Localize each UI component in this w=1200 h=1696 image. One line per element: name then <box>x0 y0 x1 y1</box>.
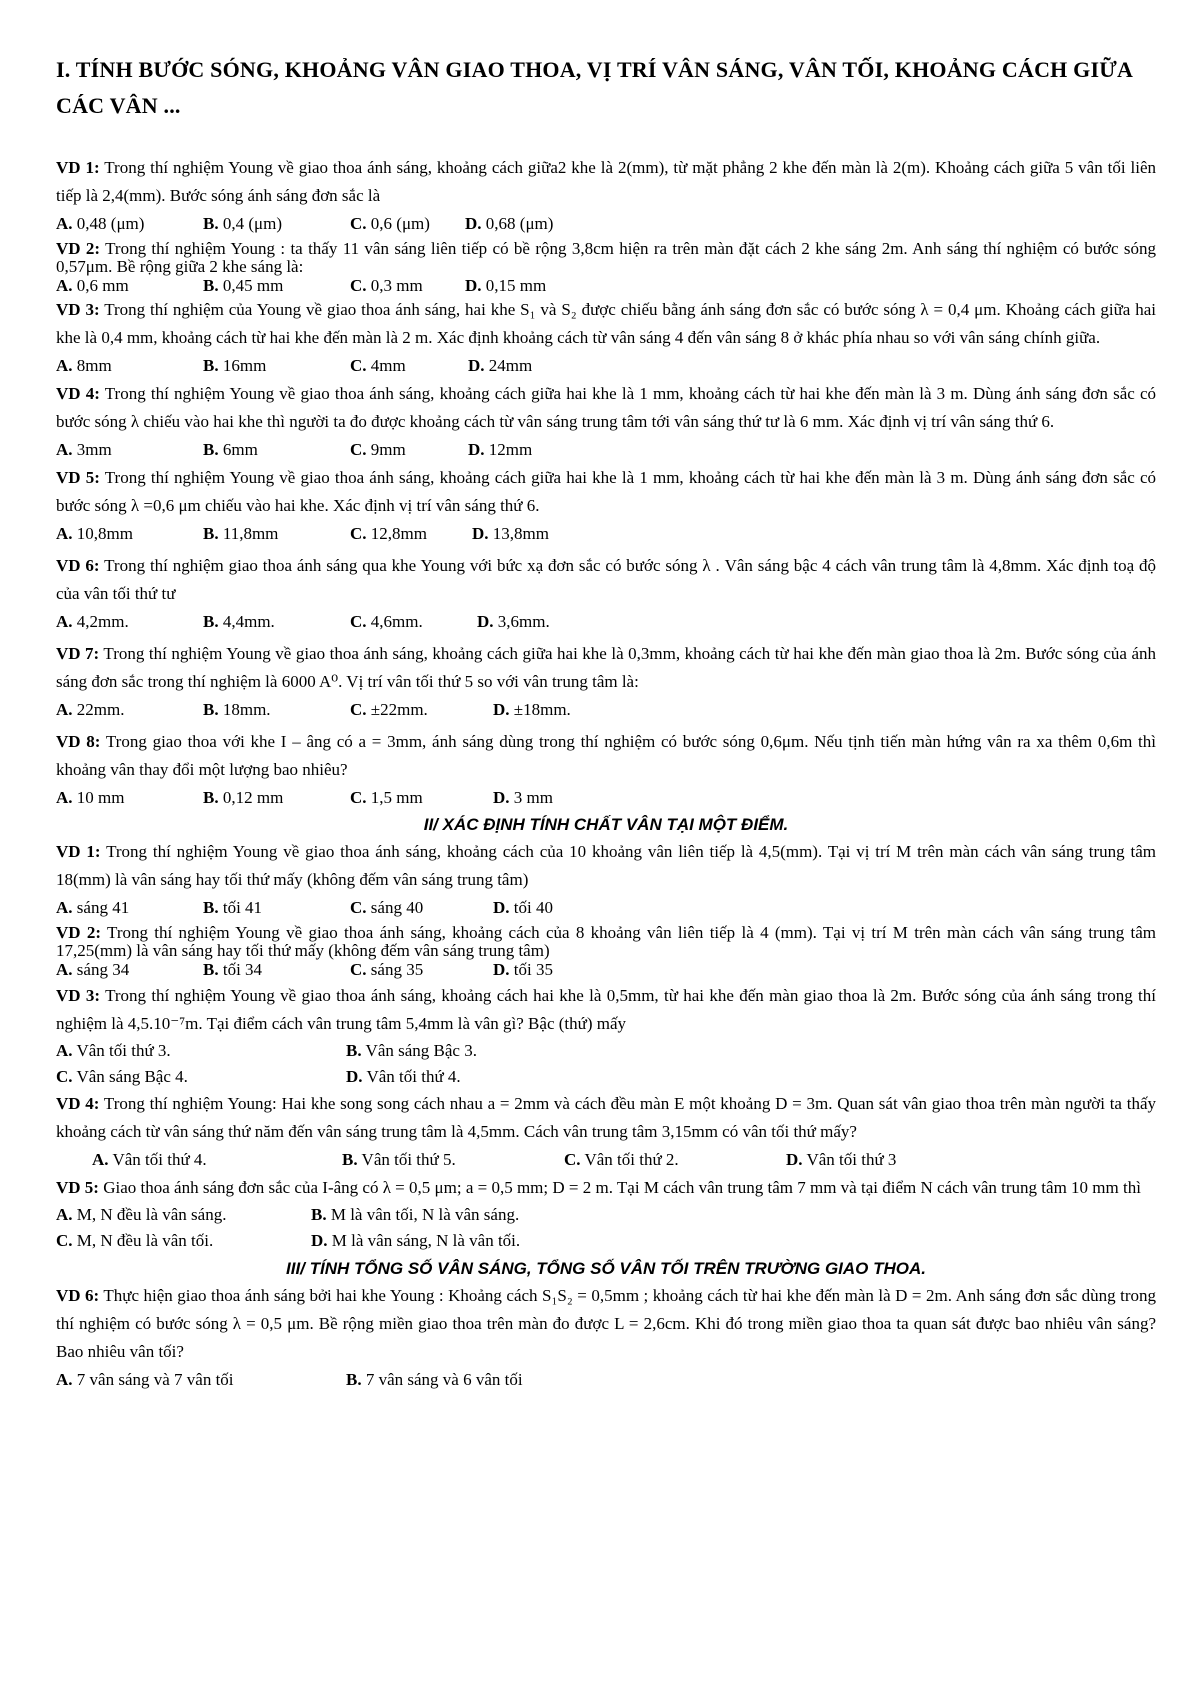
option-b: B. M là vân tối, N là vân sáng. <box>311 1205 520 1224</box>
question-2-1 <box>56 838 1156 894</box>
document-page <box>56 52 1156 1394</box>
question-label: VD 3: <box>56 300 100 319</box>
option-b: B. 4,4mm. <box>203 612 275 631</box>
options-2-3-row1 <box>56 1038 1156 1064</box>
option-d: D. 3 mm <box>493 788 553 807</box>
question-text: Trong thí nghiệm Young về giao thoa ánh sáng, khoảng cách của 8 khoảng vân liên tiếp là 4 (mm). Tại vị trí M trên màn cách vân sáng trung tâm 17,25(mm) là vân sáng hay tối thứ mấy (không đếm vân sáng trung tâm) <box>56 923 1157 960</box>
option-d: D. 13,8mm <box>472 524 549 543</box>
options-2-5-row1 <box>56 1202 1156 1228</box>
question-text: Trong giao thoa với khe I – âng có a = 3mm, ánh sáng dùng trong thí nghiệm có bước sóng 0,6μm. Nếu tịnh tiến màn hứng vân ra xa thêm 0,6m thì khoảng vân thay đổi một lượng bao nhiêu? <box>56 732 1156 779</box>
option-c: C. 0,6 (μm) <box>350 214 430 233</box>
question-label: VD 1: <box>56 158 100 177</box>
question-1-5 <box>56 464 1156 520</box>
question-text: Thực hiện giao thoa ánh sáng bởi hai khe Young : Khoảng cách S₁S₂ = 0,5mm ; khoảng cách từ hai khe đến màn là D = 2m. Anh sáng đơn sắc dùng trong thí nghiệm có bước sóng λ = 0,5 μm. Bề rộng miền giao thoa trên màn đo được L = 2,6cm. Khi đó trong miền giao thoa ta quan sát được bao nhiêu vân sáng? Bao nhiêu vân tối? <box>56 1286 1156 1361</box>
option-b: B. 18mm. <box>203 700 271 719</box>
option-c: C. Vân sáng Bậc 4. <box>56 1067 188 1086</box>
question-2-5 <box>56 1174 1156 1202</box>
question-1-1 <box>56 154 1156 210</box>
question-label: VD 7: <box>56 644 100 663</box>
option-c: C. 9mm <box>350 440 406 459</box>
option-a: A. sáng 34 <box>56 960 130 979</box>
options-2-3-row2 <box>56 1064 1156 1090</box>
options-1-8 <box>56 784 1156 812</box>
options-3-6 <box>56 1366 1156 1394</box>
question-label: VD 6: <box>56 556 100 575</box>
options-1-2 <box>56 276 1156 296</box>
option-d: D. 24mm <box>468 356 533 375</box>
question-2-4 <box>56 1090 1156 1146</box>
question-text: Trong thí nghiệm Young : ta thấy 11 vân sáng liên tiếp có bề rộng 3,8cm hiện ra trên màn đặt cách 2 khe sáng 2m. Anh sáng thí nghiệm có bước sóng 0,57μm. Bề rộng giữa 2 khe sáng là: <box>56 239 1157 276</box>
options-1-5 <box>56 520 1156 548</box>
option-a: A. 22mm. <box>56 700 125 719</box>
options-1-3 <box>56 352 1156 380</box>
options-1-7 <box>56 696 1156 724</box>
question-text: Trong thí nghiệm Young: Hai khe song song cách nhau a = 2mm và cách đều màn E một khoảng D = 3m. Quan sát vân giao thoa trên màn người ta thấy khoảng cách từ vân sáng thứ năm đến vân sáng trung tâm là 4,5mm. Cách vân trung tâm 3,15mm có vân tối thứ mấy? <box>56 1094 1156 1141</box>
option-c: C. sáng 40 <box>350 898 424 917</box>
option-a: A. 0,6 mm <box>56 276 129 295</box>
option-c: C. M, N đều là vân tối. <box>56 1231 214 1250</box>
section-3-title: III/ TÍNH TỔNG SỐ VÂN SÁNG, TỔNG SỐ VÂN TỐI TRÊN TRƯỜNG GIAO THOA. <box>286 1259 926 1278</box>
option-b: B. tối 41 <box>203 898 263 917</box>
option-b: B. 6mm <box>203 440 258 459</box>
option-c: C. ±22mm. <box>350 700 428 719</box>
question-1-7 <box>56 640 1156 696</box>
option-c: C. sáng 35 <box>350 960 424 979</box>
option-a: A. 8mm <box>56 356 112 375</box>
section-2-title: II/ XÁC ĐỊNH TÍNH CHẤT VÂN TẠI MỘT ĐIỂM. <box>423 815 789 834</box>
option-a: A. Vân tối thứ 4. <box>92 1150 207 1169</box>
option-a: A. 0,48 (μm) <box>56 214 145 233</box>
option-a: A. sáng 41 <box>56 898 130 917</box>
option-c: C. 4mm <box>350 356 406 375</box>
options-2-4 <box>56 1146 1156 1174</box>
question-text: Trong thí nghiệm Young về giao thoa ánh sáng, khoảng cách của 10 khoảng vân liên tiếp là 4,5(mm). Tại vị trí M trên màn cách vân sáng trung tâm 18(mm) là vân sáng hay tối thứ mấy (không đếm vân sáng trung tâm) <box>56 842 1156 889</box>
question-1-2 <box>56 240 1156 276</box>
question-label: VD 2: <box>56 923 102 942</box>
section-1-title: I. TÍNH BƯỚC SÓNG, KHOẢNG VÂN GIAO THOA, VỊ TRÍ VÂN SÁNG, VÂN TỐI, KHOẢNG CÁCH GIỮA CÁC VÂN ... <box>56 57 1132 118</box>
question-3-6 <box>56 1282 1156 1366</box>
option-b: B. 0,12 mm <box>203 788 284 807</box>
option-d: D. ±18mm. <box>493 700 571 719</box>
option-b: B. 16mm <box>203 356 267 375</box>
option-a: A. 10 mm <box>56 788 125 807</box>
option-a: A. M, N đều là vân sáng. <box>56 1205 227 1224</box>
question-text: Trong thí nghiệm Young về giao thoa ánh sáng, khoảng cách giữa2 khe là 2(mm), từ mặt phẳng 2 khe đến màn là 2(m). Khoảng cách giữa 5 vân tối liên tiếp là 2,4(mm). Bước sóng ánh sáng đơn sắc là <box>56 158 1156 205</box>
question-label: VD 5: <box>56 1178 99 1197</box>
question-text: Trong thí nghiệm Young về giao thoa ánh sáng, khoảng cách giữa hai khe là 0,3mm, khoảng cách từ hai khe đến màn giao thoa là 2m. Bước sóng của ánh sáng đơn sắc trong thí nghiệm là 6000 A⁰. Vị trí vân tối thứ 5 so với vân trung tâm là: <box>56 644 1157 691</box>
question-label: VD 1: <box>56 842 101 861</box>
option-a: A. 10,8mm <box>56 524 133 543</box>
option-b: B. 7 vân sáng và 6 vân tối <box>346 1370 523 1389</box>
question-label: VD 4: <box>56 384 100 403</box>
question-text: Trong thí nghiệm Young về giao thoa ánh sáng, khoảng cách hai khe là 0,5mm, từ hai khe đến màn giao thoa là 2m. Bước sóng của ánh sáng trong thí nghiệm là 4,5.10⁻⁷m. Tại điểm cách vân trung tâm 5,4mm là vân gì? Bậc (thứ) mấy <box>56 986 1156 1033</box>
option-b: B. Vân tối thứ 5. <box>342 1150 456 1169</box>
option-b: B. 0,45 mm <box>203 276 284 295</box>
options-1-1 <box>56 210 1156 238</box>
question-2-3 <box>56 982 1156 1038</box>
question-1-6 <box>56 552 1156 608</box>
option-c: C. Vân tối thứ 2. <box>564 1150 679 1169</box>
option-d: D. 0,15 mm <box>465 276 547 295</box>
question-label: VD 6: <box>56 1286 100 1305</box>
option-a: A. Vân tối thứ 3. <box>56 1041 171 1060</box>
option-d: D. tối 35 <box>493 960 553 979</box>
option-a: A. 4,2mm. <box>56 612 129 631</box>
option-b: B. 11,8mm <box>203 524 279 543</box>
question-text: Giao thoa ánh sáng đơn sắc của I-âng có λ = 0,5 μm; a = 0,5 mm; D = 2 m. Tại M cách vân trung tâm 7 mm và tại điểm N cách vân trung tâm 10 mm thì <box>98 1178 1141 1197</box>
options-1-4 <box>56 436 1156 464</box>
option-d: D. 3,6mm. <box>477 612 550 631</box>
option-a: A. 3mm <box>56 440 112 459</box>
question-2-2 <box>56 924 1156 960</box>
question-1-8 <box>56 728 1156 784</box>
option-a: A. 7 vân sáng và 7 vân tối <box>56 1370 234 1389</box>
question-text: Trong thí nghiệm Young về giao thoa ánh sáng, khoảng cách giữa hai khe là 1 mm, khoảng cách từ hai khe đến màn là 3 m. Dùng ánh sáng đơn sắc có bước sóng λ chiếu vào hai khe thì người ta đo được khoảng cách từ vân sáng trung tâm tới vân sáng thứ tư là 6 mm. Xác định vị trí vân sáng thứ 6. <box>56 384 1157 431</box>
question-1-4 <box>56 380 1156 436</box>
question-1-3 <box>56 296 1156 352</box>
options-2-1 <box>56 894 1156 922</box>
question-label: VD 4: <box>56 1094 100 1113</box>
options-2-2 <box>56 960 1156 980</box>
option-d: D. Vân tối thứ 4. <box>346 1067 461 1086</box>
option-d: D. Vân tối thứ 3 <box>786 1150 897 1169</box>
question-label: VD 8: <box>56 732 101 751</box>
option-c: C. 0,3 mm <box>350 276 423 295</box>
option-c: C. 4,6mm. <box>350 612 423 631</box>
option-b: B. Vân sáng Bậc 3. <box>346 1041 477 1060</box>
option-b: B. 0,4 (μm) <box>203 214 283 233</box>
options-1-6 <box>56 608 1156 636</box>
option-d: D. tối 40 <box>493 898 553 917</box>
question-text: Trong thí nghiệm của Young về giao thoa ánh sáng, hai khe S₁ và S₂ được chiếu bằng ánh sáng đơn sắc có bước sóng λ = 0,4 μm. Khoảng cách giữa hai khe là 0,4 mm, khoảng cách từ hai khe đến màn là 2 m. Xác định khoảng cách từ vân sáng 4 đến vân sáng 8 ở khác phía nhau so với vân sáng chính giữa. <box>56 300 1156 347</box>
option-d: D. 0,68 (μm) <box>465 214 554 233</box>
option-c: C. 1,5 mm <box>350 788 423 807</box>
question-label: VD 2: <box>56 239 101 258</box>
question-text: Trong thí nghiệm Young về giao thoa ánh sáng, khoảng cách giữa hai khe là 1 mm, khoảng cách từ hai khe đến màn là 3 m. Dùng ánh sáng đơn sắc có bước sóng λ =0,6 μm chiếu vào hai khe. Xác định vị trí vân sáng thứ 6. <box>56 468 1157 515</box>
option-b: B. tối 34 <box>203 960 263 979</box>
question-text: Trong thí nghiệm giao thoa ánh sáng qua khe Young với bức xạ đơn sắc có bước sóng λ . Vân sáng bậc 4 cách vân trung tâm là 4,8mm. Xác định toạ độ của vân tối thứ tư <box>56 556 1156 603</box>
option-d: D. 12mm <box>468 440 533 459</box>
question-label: VD 3: <box>56 986 101 1005</box>
question-label: VD 5: <box>56 468 100 487</box>
option-c: C. 12,8mm <box>350 524 427 543</box>
options-2-5-row2 <box>56 1228 1156 1254</box>
option-d: D. M là vân sáng, N là vân tối. <box>311 1231 521 1250</box>
